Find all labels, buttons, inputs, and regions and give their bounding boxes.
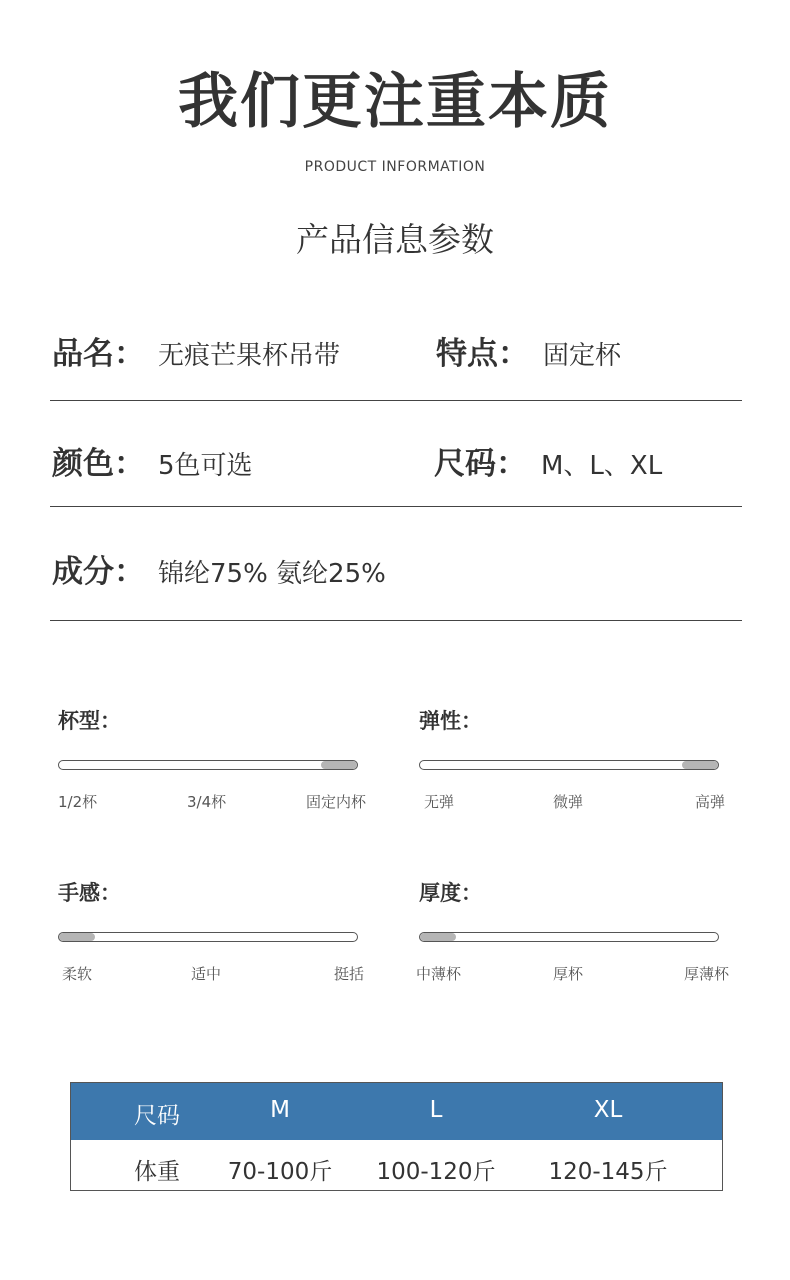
size-value: M、L、XL [541,451,663,481]
size-table-header-cell: M [270,1097,290,1123]
tick-label: 挺括 [334,965,365,983]
size-label: 尺码： [434,446,527,482]
attribute-title: 厚度： [419,881,482,905]
tick-label: 厚薄杯 [684,965,730,983]
size-table-cell: 120-145斤 [548,1159,668,1185]
tick-label: 柔软 [62,965,93,983]
tick-label: 高弹 [695,793,726,811]
attribute-cup-type [58,705,378,815]
level-indicator [59,933,95,941]
color-label: 颜色： [52,446,145,482]
material-value: 锦纶75% 氨纶25% [158,559,386,589]
name-value: 无痕芒果杯吊带 [158,341,341,371]
divider [50,506,742,507]
tick-label: 厚杯 [553,965,584,983]
size-table-cell: 70-100斤 [227,1159,333,1185]
material-label: 成分： [52,554,145,590]
attribute-title: 杯型： [58,709,121,733]
name-label: 品名： [52,336,145,372]
tick-label: 微弹 [553,793,584,811]
attribute-thickness [416,877,749,987]
level-track [419,932,719,942]
size-table-header-cell: XL [593,1097,623,1123]
level-indicator [420,933,456,941]
size-table [70,1082,723,1191]
tick-label: 适中 [191,965,222,983]
feature-value: 固定杯 [543,341,622,371]
tick-label: 中薄杯 [416,965,462,983]
attribute-title: 弹性： [419,709,482,733]
tick-label: 3/4杯 [187,793,227,811]
tick-label: 固定内杯 [306,793,367,811]
feature-label: 特点： [436,336,529,372]
size-table-cell: 体重 [134,1159,180,1185]
level-indicator [321,761,357,769]
attribute-elasticity [419,705,749,815]
page-title: 我们更注重本质 [178,67,612,137]
size-table-cell: 100-120斤 [376,1159,496,1185]
divider [50,620,742,621]
size-table-header-cell: L [429,1097,443,1123]
level-track [58,760,358,770]
tick-label: 无弹 [424,793,455,811]
level-track [419,760,719,770]
color-value: 5色可选 [158,451,253,481]
page-subtitle: PRODUCT INFORMATION [304,159,486,175]
size-table-header-cell: 尺码 [134,1103,180,1129]
attribute-title: 手感： [58,881,121,905]
level-indicator [682,761,718,769]
tick-label: 1/2杯 [58,793,98,811]
divider [50,400,742,401]
section-title: 产品信息参数 [296,220,494,259]
level-track [58,932,358,942]
attribute-hand-feel [58,877,378,987]
